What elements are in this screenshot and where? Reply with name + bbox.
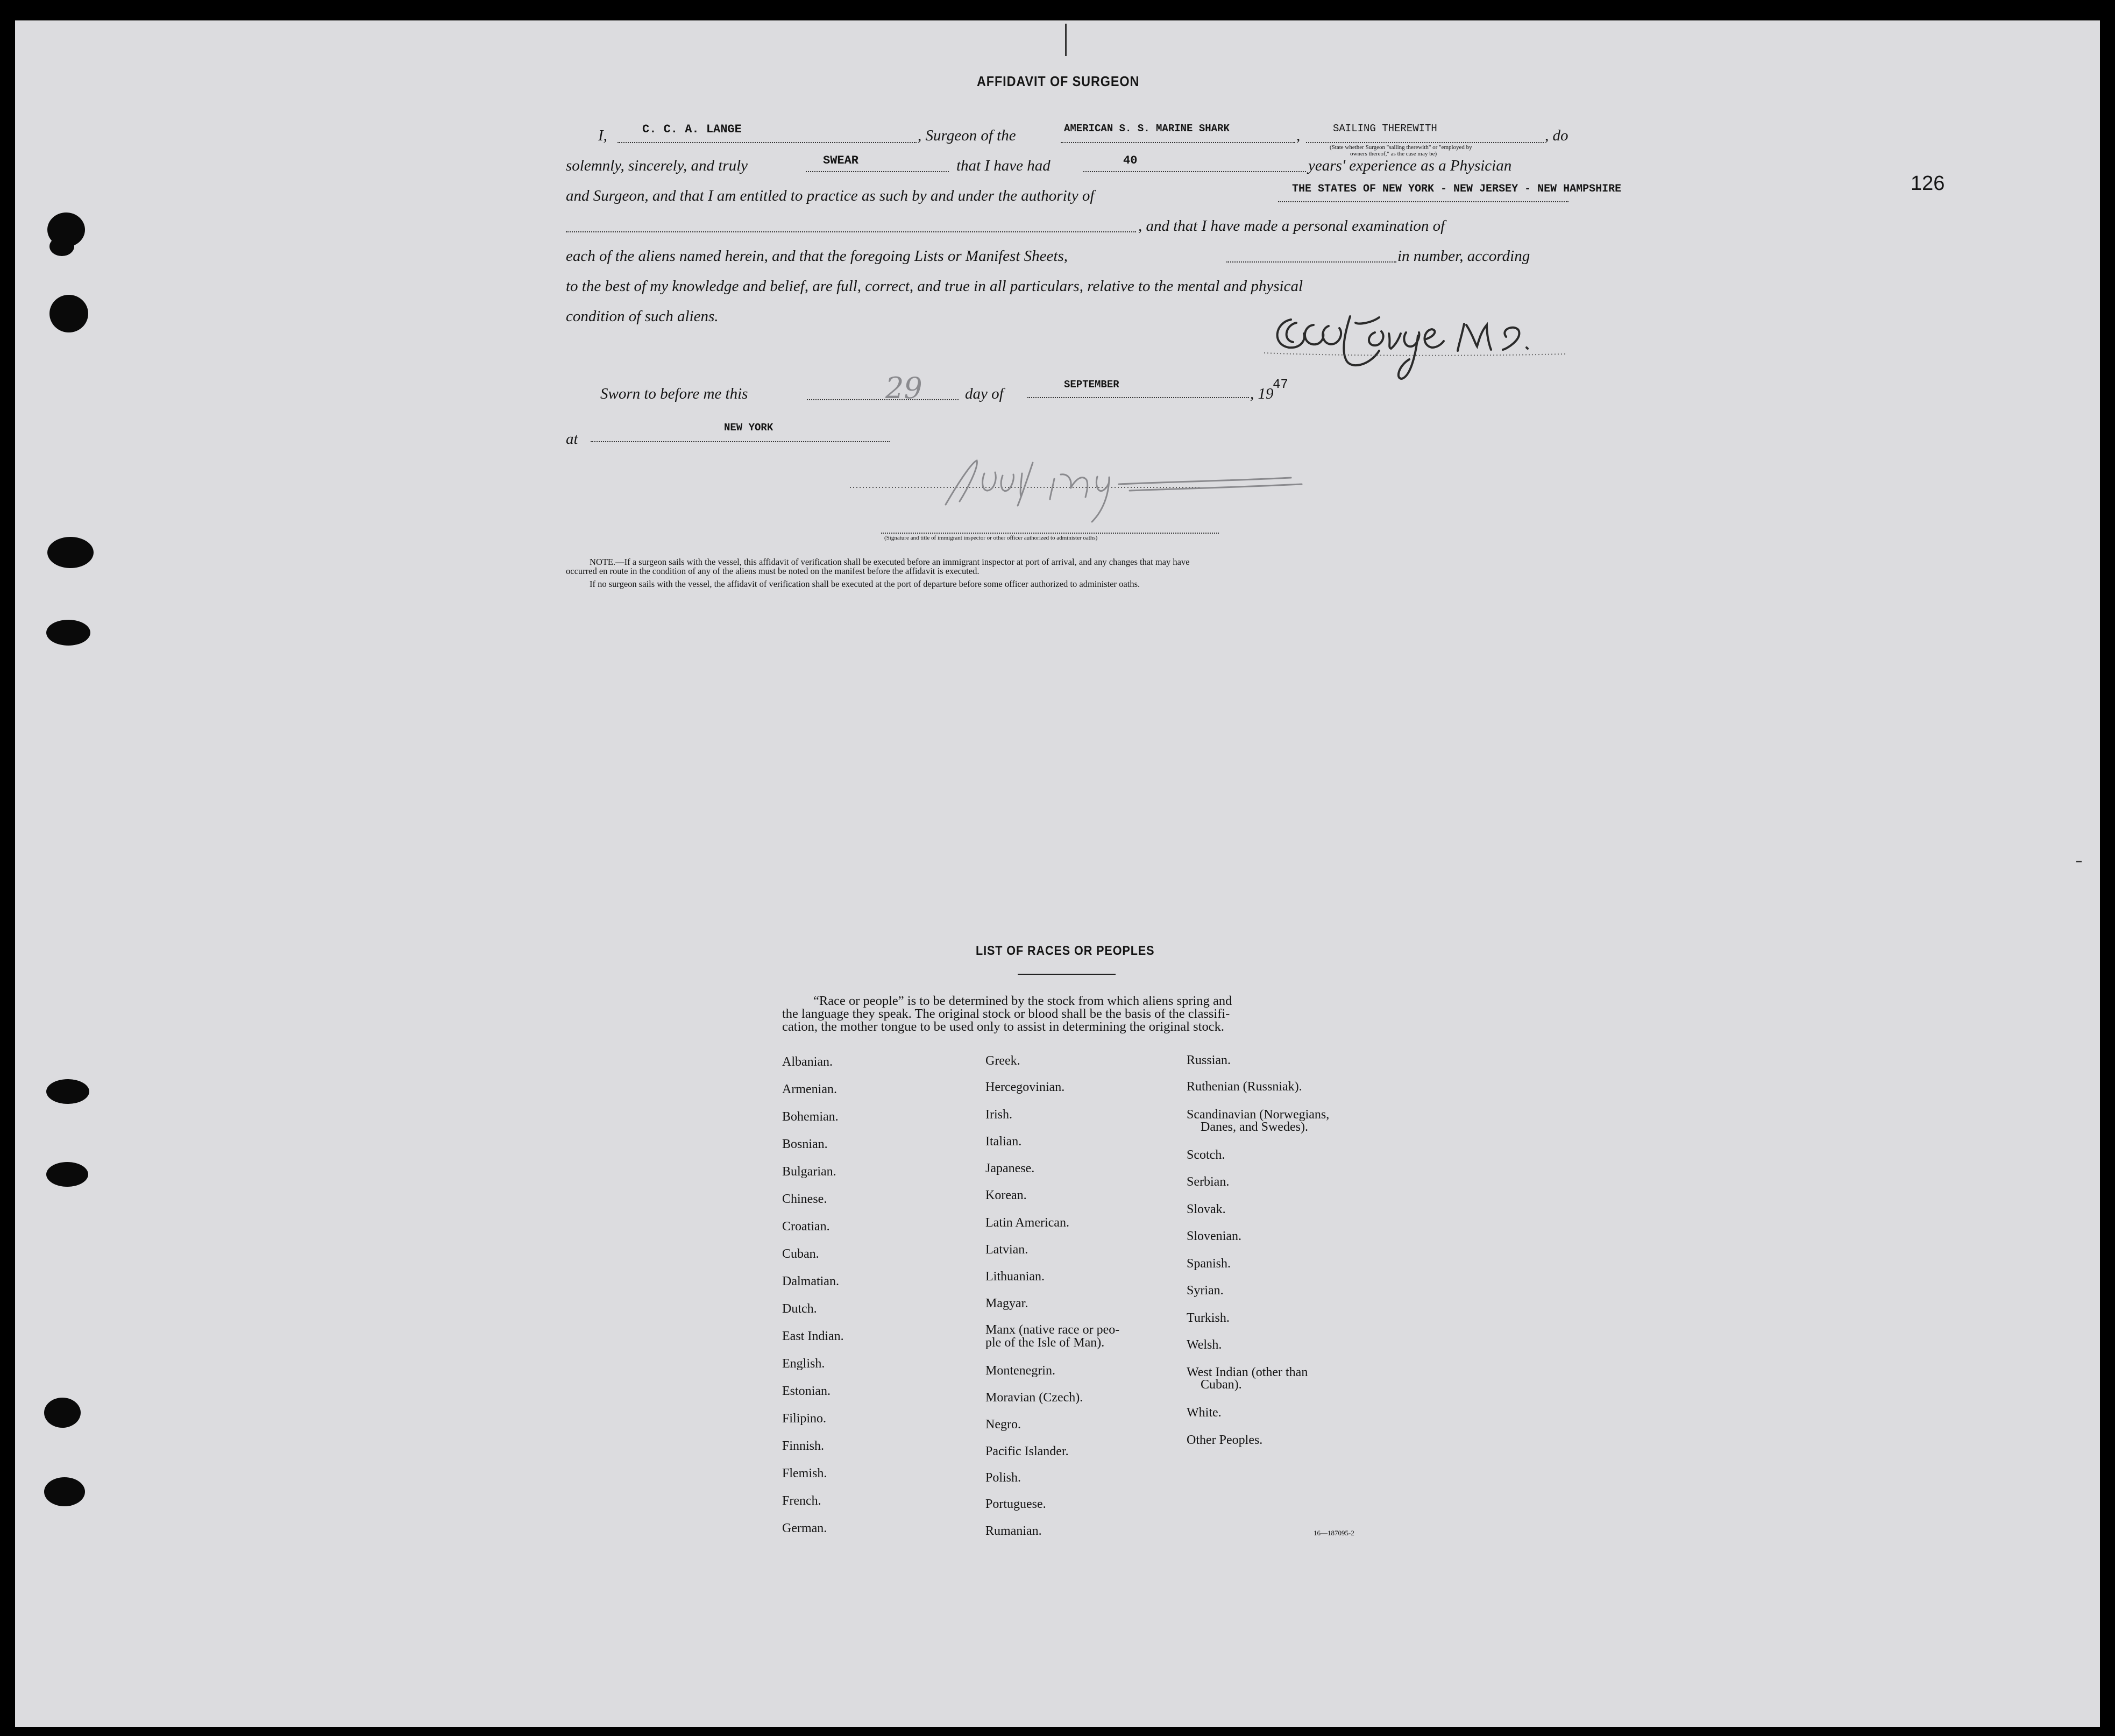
note-1a: NOTE.—If a surgeon sails with the vessel, this affidavit of verification shall be executed before an immigrant inspector at port of arrival, and any changes that may have <box>590 557 1190 567</box>
race-item: White. <box>1187 1406 1222 1420</box>
line5-text-b: in number, according <box>1397 247 1530 265</box>
dotted-leader <box>1083 171 1306 172</box>
edge-mark <box>2076 861 2082 862</box>
race-item: Estonian. <box>782 1384 831 1398</box>
binder-hole <box>44 1398 81 1428</box>
race-item: Flemish. <box>782 1466 827 1480</box>
intro-line: the language they speak. The original stock or blood shall be the basis of the classifi- <box>782 1007 1230 1021</box>
races-title: LIST OF RACES OR PEOPLES <box>976 944 1155 958</box>
race-item: Irish. <box>985 1108 1012 1122</box>
race-item: Bulgarian. <box>782 1165 836 1179</box>
state-note-a: (State whether Surgeon "sailing therewith" or "employed by <box>1330 144 1472 151</box>
line7-text: condition of such aliens. <box>566 308 719 325</box>
race-item: Magyar. <box>985 1296 1028 1310</box>
sworn-year-value: 47 <box>1273 378 1288 392</box>
race-item: Other Peoples. <box>1187 1433 1263 1447</box>
binder-hole <box>49 295 88 332</box>
race-item: Pacific Islander. <box>985 1444 1069 1458</box>
officer-signature <box>850 441 1350 533</box>
surgeon-name-value: C. C. A. LANGE <box>642 123 742 136</box>
surgeon-signature <box>1264 301 1576 387</box>
race-item: Dutch. <box>782 1302 817 1316</box>
sworn-text-a: Sworn to before me this <box>600 385 748 402</box>
race-item: Bosnian. <box>782 1137 828 1151</box>
race-item: French. <box>782 1494 821 1508</box>
line6-text: to the best of my knowledge and belief, are full, correct, and true in all particulars, relative to the mental and physical <box>566 278 1303 295</box>
line5-text-a: each of the aliens named herein, and that the foregoing Lists or Manifest Sheets, <box>566 247 1068 265</box>
race-item: Greek. <box>985 1054 1020 1068</box>
binder-hole <box>46 620 90 646</box>
line2-text-b: that I have had <box>956 157 1051 174</box>
line1-i: I, <box>598 127 607 144</box>
race-item: Scotch. <box>1187 1148 1225 1162</box>
sworn-text-b: day of <box>965 385 1004 402</box>
signature-line <box>881 533 1219 534</box>
document-page <box>15 20 2100 1727</box>
race-item: Chinese. <box>782 1192 827 1206</box>
line4-text: , and that I have made a personal examination of <box>1138 217 1445 235</box>
race-item: Negro. <box>985 1418 1021 1432</box>
race-item: Ruthenian (Russniak). <box>1187 1080 1302 1094</box>
sworn-day-value: 29 <box>885 371 922 405</box>
dotted-leader <box>1061 142 1295 143</box>
race-item: Scandinavian (Norwegians, <box>1187 1108 1330 1122</box>
dotted-leader <box>566 231 1136 232</box>
race-item: Montenegrin. <box>985 1364 1055 1378</box>
race-item: Spanish. <box>1187 1257 1231 1271</box>
race-item: English. <box>782 1357 825 1371</box>
race-item: West Indian (other than <box>1187 1365 1308 1379</box>
race-item: Polish. <box>985 1471 1021 1485</box>
race-item: Moravian (Czech). <box>985 1391 1083 1405</box>
race-item: Latvian. <box>985 1243 1028 1257</box>
binder-hole <box>44 1477 85 1506</box>
sworn-text-c: , 19 <box>1250 385 1274 402</box>
race-item: Bohemian. <box>782 1110 839 1124</box>
line1-comma: , <box>1296 127 1301 144</box>
race-item: Filipino. <box>782 1412 827 1426</box>
race-item: Portuguese. <box>985 1497 1046 1511</box>
sailing-value: SAILING THEREWITH <box>1333 123 1437 134</box>
race-item: Slovak. <box>1187 1202 1226 1216</box>
dotted-leader <box>806 171 949 172</box>
race-item: Russian. <box>1187 1053 1231 1067</box>
race-item: Japanese. <box>985 1161 1035 1175</box>
sworn-month-value: SEPTEMBER <box>1064 379 1119 391</box>
race-item: Albanian. <box>782 1055 833 1069</box>
race-item: Croatian. <box>782 1220 830 1234</box>
race-item: Cuban). <box>1201 1378 1242 1392</box>
dotted-leader <box>1226 261 1396 263</box>
line3-text: and Surgeon, and that I am entitled to practice as such by and under the authority of <box>566 187 1095 204</box>
race-item: Dalmatian. <box>782 1274 839 1288</box>
dotted-leader <box>618 142 917 143</box>
binder-hole <box>47 537 94 568</box>
race-item: Turkish. <box>1187 1311 1230 1325</box>
at-label: at <box>566 430 578 448</box>
race-item: Cuban. <box>782 1247 819 1261</box>
race-item: East Indian. <box>782 1329 844 1343</box>
line2-text-a: solemnly, sincerely, and truly <box>566 157 748 174</box>
dotted-leader <box>1027 397 1249 398</box>
note-1b: occurred en route in the condition of any of the aliens must be noted on the manifest before the affidavit is executed. <box>566 566 980 576</box>
form-number: 16—187095-2 <box>1314 1529 1354 1537</box>
race-item: Korean. <box>985 1188 1027 1202</box>
vessel-value: AMERICAN S. S. MARINE SHARK <box>1064 123 1230 134</box>
line2-text-c: years' experience as a Physician <box>1308 157 1512 174</box>
race-item: Finnish. <box>782 1439 825 1453</box>
race-item: ple of the Isle of Man). <box>985 1336 1105 1350</box>
binder-hole <box>46 1079 89 1104</box>
dotted-leader <box>591 441 890 442</box>
race-item: Syrian. <box>1187 1284 1224 1298</box>
race-item: German. <box>782 1521 827 1535</box>
line1-surgeon-of: , Surgeon of the <box>918 127 1016 144</box>
officer-caption: (Signature and title of immigrant inspector or other officer authorized to administer oaths) <box>884 535 1098 541</box>
dotted-leader <box>807 399 959 400</box>
page-number: 126 <box>1911 172 1945 195</box>
dotted-leader <box>1278 201 1568 202</box>
binder-hole <box>46 1162 88 1187</box>
race-item: Slovenian. <box>1187 1229 1241 1243</box>
race-item: Italian. <box>985 1135 1022 1149</box>
race-item: Serbian. <box>1187 1175 1230 1189</box>
top-tick <box>1065 24 1067 56</box>
races-title-rule <box>1018 974 1116 975</box>
binder-hole <box>49 237 74 256</box>
race-item: Rumanian. <box>985 1524 1042 1538</box>
oath-value: SWEAR <box>823 154 859 167</box>
race-item: Welsh. <box>1187 1338 1222 1352</box>
race-item: Armenian. <box>782 1082 837 1096</box>
race-item: Lithuanian. <box>985 1270 1045 1284</box>
intro-line: cation, the mother tongue to be used only to assist in determining the original stock. <box>782 1019 1224 1034</box>
intro-line: “Race or people” is to be determined by the stock from which aliens spring and <box>813 994 1232 1008</box>
years-value: 40 <box>1123 154 1138 167</box>
affidavit-title: AFFIDAVIT OF SURGEON <box>977 73 1140 89</box>
note-2: If no surgeon sails with the vessel, the affidavit of verification shall be executed at the port of departure before some officer authorized to administer oaths. <box>590 579 1140 589</box>
place-value: NEW YORK <box>724 422 773 434</box>
state-note-b: owners thereof," as the case may be) <box>1350 151 1437 157</box>
dotted-leader <box>1306 142 1544 143</box>
line1-do: , do <box>1545 127 1568 144</box>
race-item: Danes, and Swedes). <box>1201 1120 1308 1134</box>
race-item: Hercegovinian. <box>985 1080 1065 1094</box>
race-item: Latin American. <box>985 1216 1069 1230</box>
authority-value: THE STATES OF NEW YORK - NEW JERSEY - NEW HAMPSHIRE <box>1292 183 1622 195</box>
race-item: Manx (native race or peo- <box>985 1323 1120 1337</box>
